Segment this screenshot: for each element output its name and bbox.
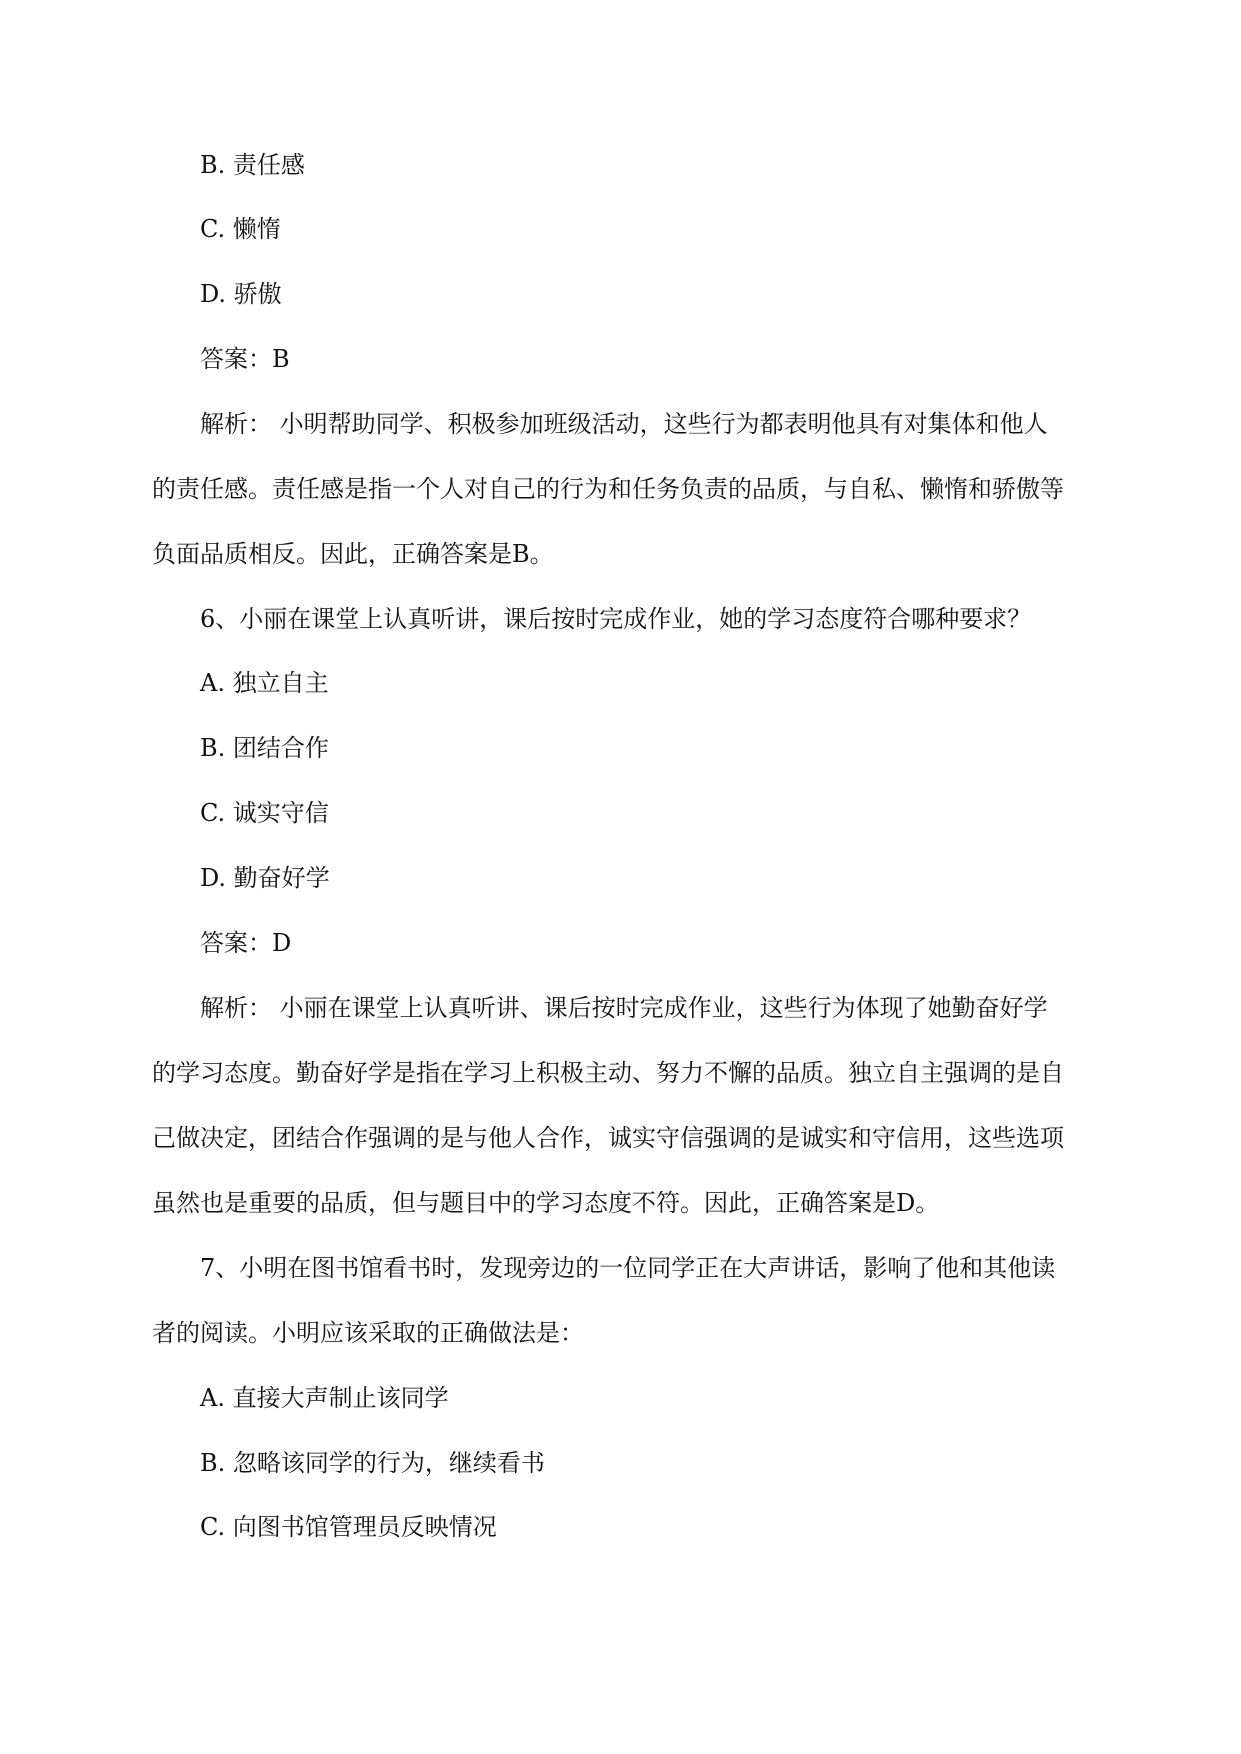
q7-question-line-1: 7、小明在图书馆看书时，发现旁边的一位同学正在大声讲话，影响了他和其他读 (200, 1254, 1056, 1282)
q6-answer: 答案：D (200, 929, 292, 957)
q6-analysis-line-2: 的学习态度。勤奋好学是指在学习上积极主动、努力不懈的品质。独立自主强调的是自 (152, 1059, 1064, 1087)
q5-option-d: D. 骄傲 (200, 280, 282, 308)
q7-option-b: B. 忽略该同学的行为，继续看书 (200, 1449, 545, 1477)
q5-analysis-line-1: 解析： 小明帮助同学、积极参加班级活动，这些行为都表明他具有对集体和他人 (200, 410, 1048, 438)
q6-question: 6、小丽在课堂上认真听讲，课后按时完成作业，她的学习态度符合哪种要求？ (200, 605, 1032, 633)
q7-option-c: C. 向图书馆管理员反映情况 (200, 1513, 497, 1541)
q5-analysis-line-2: 的责任感。责任感是指一个人对自己的行为和任务负责的品质，与自私、懒惰和骄傲等 (152, 475, 1064, 503)
q6-option-d: D. 勤奋好学 (200, 864, 330, 892)
q6-analysis-line-3: 己做决定，团结合作强调的是与他人合作，诚实守信强调的是诚实和守信用，这些选项 (152, 1124, 1064, 1152)
q5-option-c: C. 懒惰 (200, 215, 281, 243)
q6-analysis-line-1: 解析： 小丽在课堂上认真听讲、课后按时完成作业，这些行为体现了她勤奋好学 (200, 994, 1048, 1022)
q5-analysis-line-3: 负面品质相反。因此，正确答案是B。 (152, 540, 554, 568)
q6-analysis-line-4: 虽然也是重要的品质，但与题目中的学习态度不符。因此，正确答案是D。 (152, 1189, 940, 1217)
q7-question-line-2: 者的阅读。小明应该采取的正确做法是： (152, 1319, 584, 1347)
q5-option-b: B. 责任感 (200, 151, 305, 179)
q5-answer: 答案：B (200, 345, 290, 373)
q6-option-a: A. 独立自主 (200, 669, 329, 697)
q7-option-a: A. 直接大声制止该同学 (200, 1384, 449, 1412)
q6-option-b: B. 团结合作 (200, 734, 329, 762)
q6-option-c: C. 诚实守信 (200, 799, 329, 827)
